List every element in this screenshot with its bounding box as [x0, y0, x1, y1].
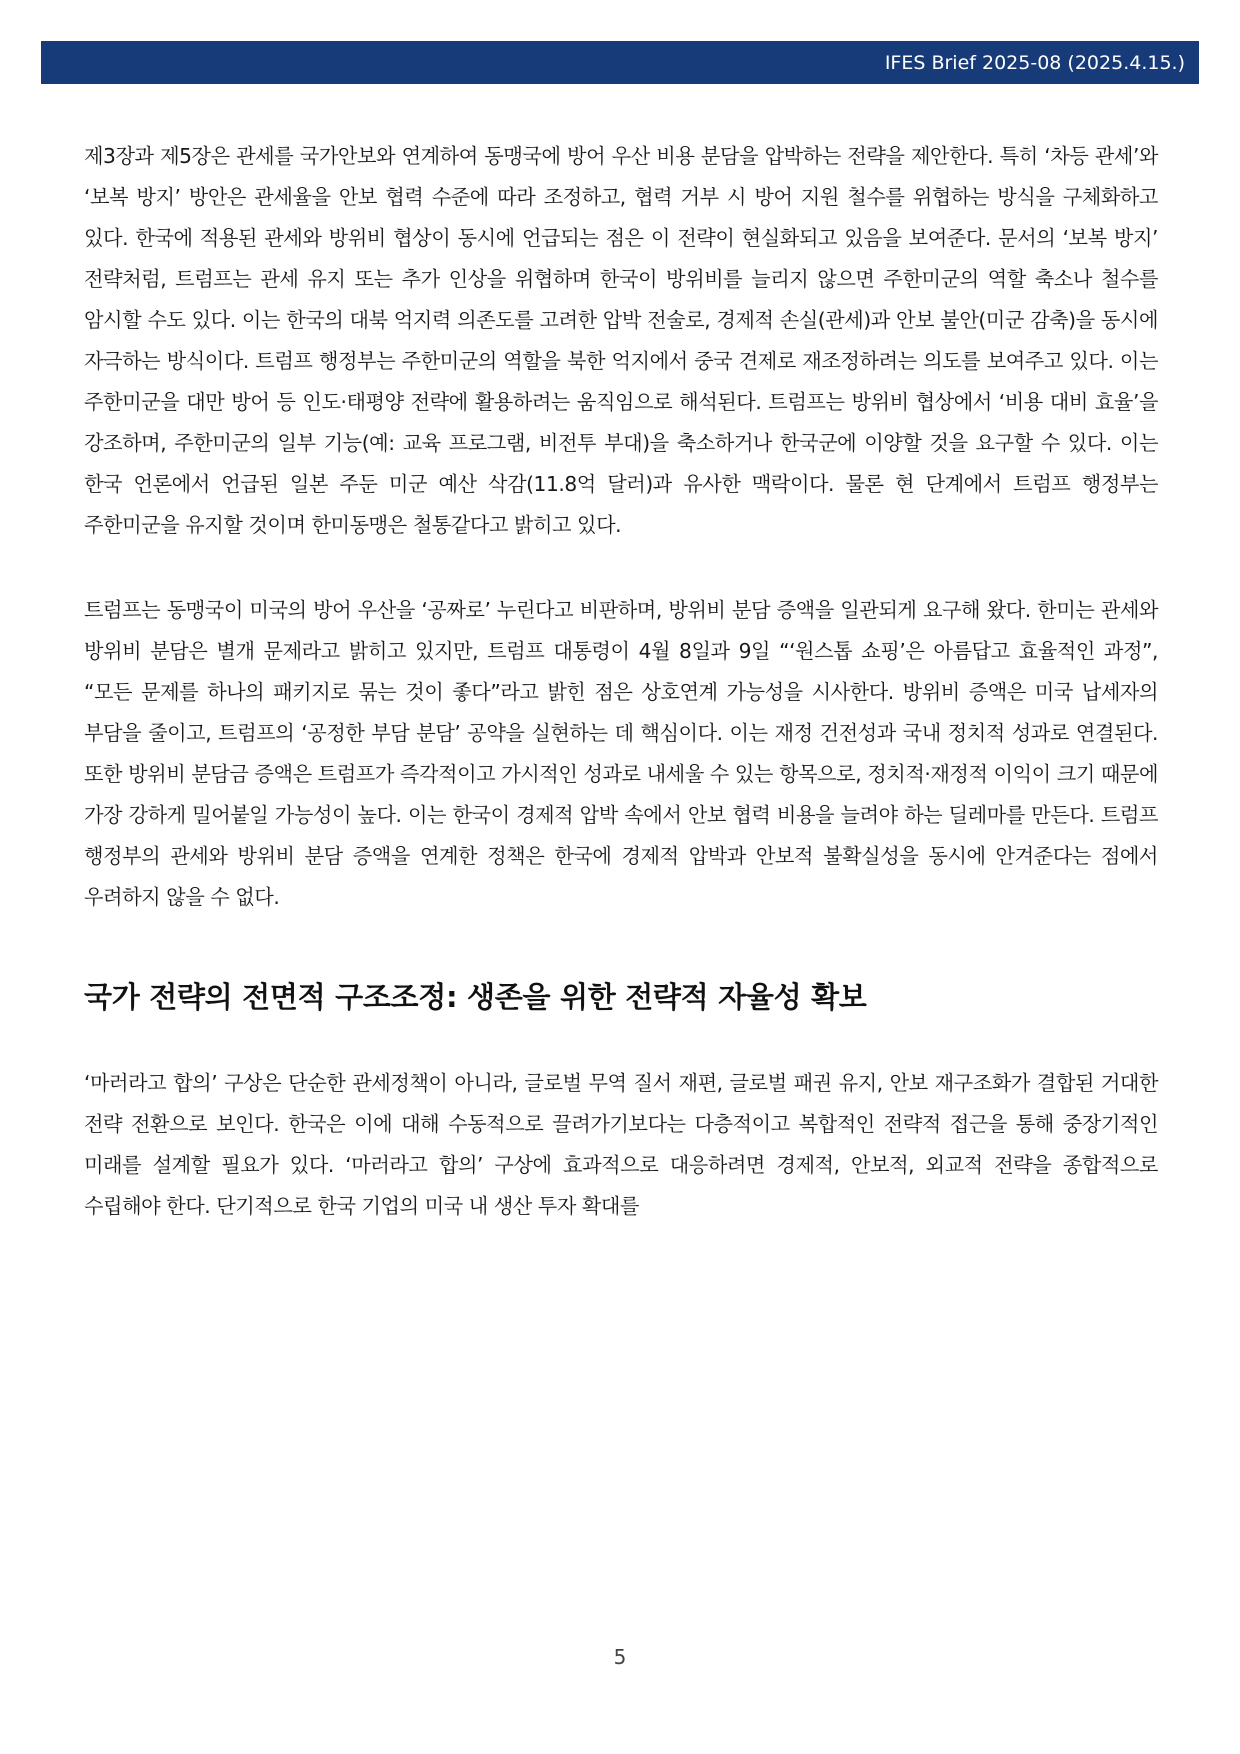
main-content: [84, 136, 1158, 1227]
body-paragraph-3: ‘마러라고 합의’ 구상은 단순한 관세정책이 아니라, 글로벌 무역 질서 재편, 글로벌 패권 유지, 안보 재구조화가 결합된 거대한 전략 전환으로 보인다. 한국은 이에 대해 수동적으로 끌려가기보다는 다층적이고 복합적인 전략적 접근을 통해 중장기적인 미래를 설계할 필요가 있다. ‘마러라고 합의’ 구상에 효과적으로 대응하려면 경제적, 안보적, 외교적 전략을 종합적으로 수립해야 한다. 단기적으로 한국 기업의 미국 내 생산 투자 확대를: [84, 1071, 1158, 1218]
brief-label: IFES Brief 2025-08 (2025.4.15.): [884, 51, 1185, 74]
body-paragraph-1: 제3장과 제5장은 관세를 국가안보와 연계하여 동맹국에 방어 우산 비용 분담을 압박하는 전략을 제안한다. 특히 ‘차등 관세’와 ‘보복 방지’ 방안은 관세율을 안보 협력 수준에 따라 조정하고, 협력 거부 시 방어 지원 철수를 위협하는 방식을 구체화하고 있다. 한국에 적용된 관세와 방위비 협상이 동시에 언급되는 점은 이 전략이 현실화되고 있음을 보여준다. 문서의 ‘보복 방지’ 전략처럼, 트럼프는 관세 유지 또는 추가 인상을 위협하며 한국이 방위비를 늘리지 않으면 주한미군의 역할 축소나 철수를 암시할 수도 있다. 이는 한국의 대북 억지력 의존도를 고려한 압박 전술로, 경제적 손실(관세)과 안보 불안(미군 감축)을 동시에 자극하는 방식이다. 트럼프 행정부는 주한미군의 역할을 북한 억지에서 중국 견제로 재조정하려는 의도를 보여주고 있다. 이는 주한미군을 대만 방어 등 인도·태평양 전략에 활용하려는 움직임으로 해석된다. 트럼프는 방위비 협상에서 ‘비용 대비 효율’을 강조하며, 주한미군의 일부 기능(예: 교육 프로그램, 비전투 부대)을 축소하거나 한국군에 이양할 것을 요구할 수 있다. 이는 한국 언론에서 언급된 일본 주둔 미군 예산 삭감(11.8억 달러)과 유사한 맥락이다. 물론 현 단계에서 트럼프 행정부는 주한미군을 유지할 것이며 한미동맹은 철통같다고 밝히고 있다.: [84, 144, 1158, 537]
body-paragraph-2: 트럼프는 동맹국이 미국의 방어 우산을 ‘공짜로’ 누린다고 비판하며, 방위비 분담 증액을 일관되게 요구해 왔다. 한미는 관세와 방위비 분담은 별개 문제라고 밝히고 있지만, 트럼프 대통령이 4월 8일과 9일 “‘원스톱 쇼핑’은 아름답고 효율적인 과정”, “모든 문제를 하나의 패키지로 묶는 것이 좋다”라고 밝힌 점은 상호연계 가능성을 시사한다. 방위비 증액은 미국 납세자의 부담을 줄이고, 트럼프의 ‘공정한 부담 분담’ 공약을 실현하는 데 핵심이다. 이는 재정 건전성과 국내 정치적 성과로 연결된다. 또한 방위비 분담금 증액은 트럼프가 즉각적이고 가시적인 성과로 내세울 수 있는 항목으로, 정치적·재정적 이익이 크기 때문에 가장 강하게 밀어붙일 가능성이 높다. 이는 한국이 경제적 압박 속에서 안보 협력 비용을 늘려야 하는 딜레마를 만든다. 트럼프 행정부의 관세와 방위비 분담 증액을 연계한 정책은 한국에 경제적 압박과 안보적 불확실성을 동시에 안겨준다는 점에서 우려하지 않을 수 없다.: [84, 598, 1158, 909]
page-number: 5: [613, 1645, 627, 1669]
header-bar: [41, 41, 1199, 84]
section-heading: 국가 전략의 전면적 구조조정: 생존을 위한 전략적 자율성 확보: [84, 980, 867, 1014]
